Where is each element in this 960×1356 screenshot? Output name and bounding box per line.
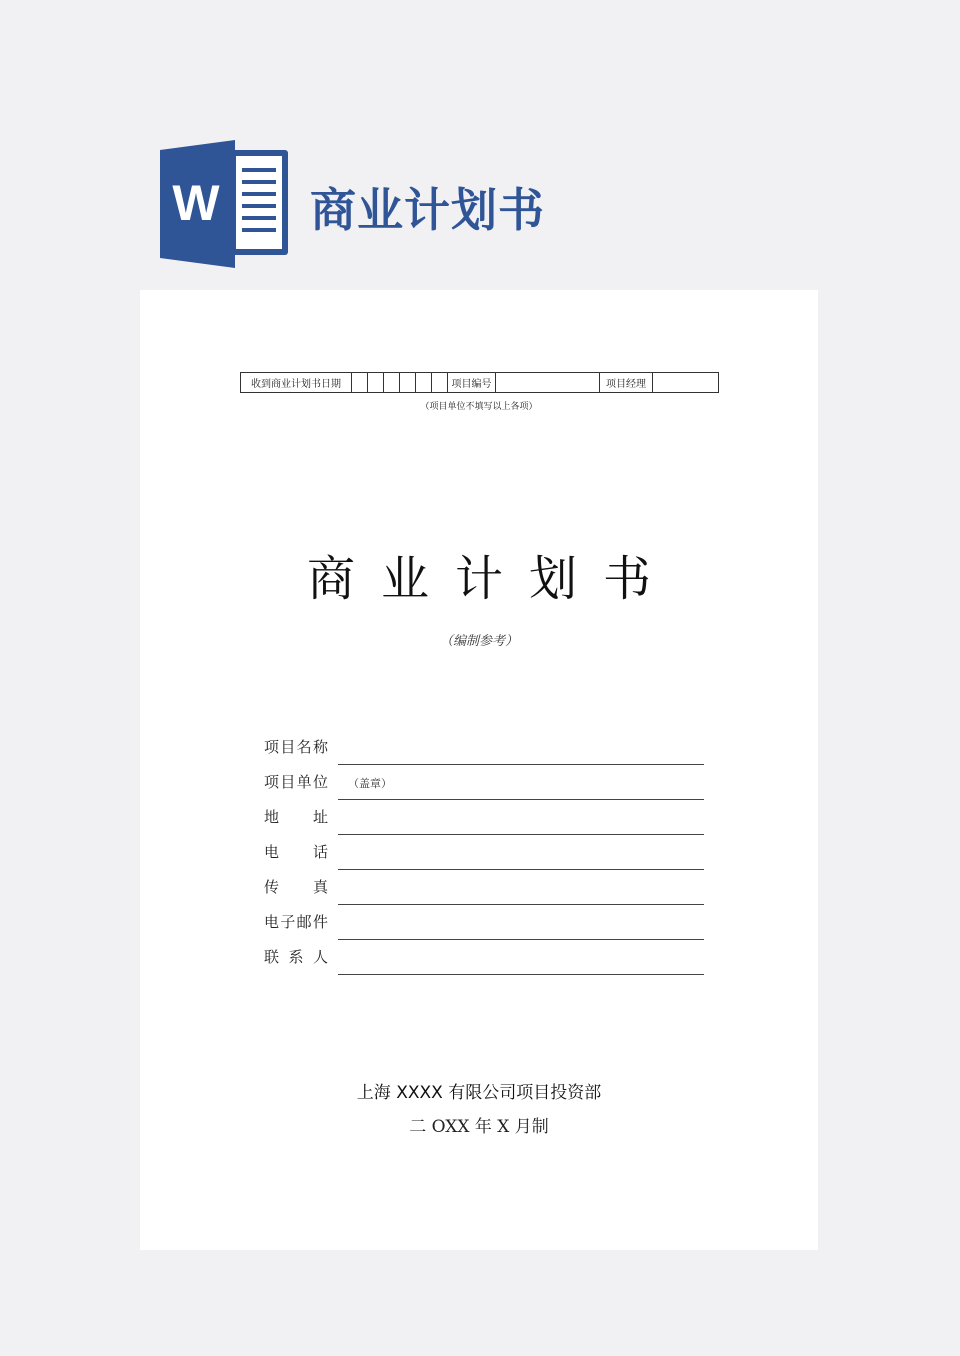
word-logo-letter: W [172,175,220,231]
document-title: 商业计划书 [306,551,677,607]
banner-title: 商业计划书 [310,183,545,237]
form-input-line[interactable] [338,973,704,975]
form-label: 电话 [264,843,328,861]
banner [160,140,580,270]
receipt-date-cell[interactable] [368,373,384,392]
form-row-phone [264,835,704,870]
form-label: 项目名称 [264,738,328,756]
form-label: 地址 [264,808,328,826]
issue-date: 二 OXX 年 X 月制 [409,1117,549,1137]
project-number-field[interactable] [496,373,600,392]
form-row-project-name [264,730,704,765]
form-row-contact [264,940,704,975]
form-note: （盖章） [348,777,392,790]
receipt-date-cell[interactable] [416,373,432,392]
receipt-date-cell[interactable] [432,373,448,392]
form-label: 项目单位 [264,773,328,791]
word-doc-icon [160,140,290,270]
project-manager-label: 项目经理 [600,373,653,392]
receipt-table [240,372,719,393]
form-label: 传真 [264,878,328,896]
issuer: 上海 XXXX 有限公司项目投资部 [356,1083,602,1103]
form-label: 联系人 [264,948,328,966]
form-row-address [264,800,704,835]
document-page [140,290,818,1250]
fill-note: （项目单位不填写以上各项） [420,402,538,412]
project-manager-field[interactable] [653,373,718,392]
receipt-date-label: 收到商业计划书日期 [241,373,352,392]
document-subtitle: （编制参考） [439,634,518,649]
form-row-email [264,905,704,940]
receipt-date-cell[interactable] [400,373,416,392]
contact-form [264,730,704,975]
receipt-date-cell[interactable] [352,373,368,392]
form-row-fax [264,870,704,905]
form-label: 电子邮件 [264,913,328,931]
receipt-date-cell[interactable] [384,373,400,392]
project-number-label: 项目编号 [448,373,496,392]
form-row-project-unit [264,765,704,800]
